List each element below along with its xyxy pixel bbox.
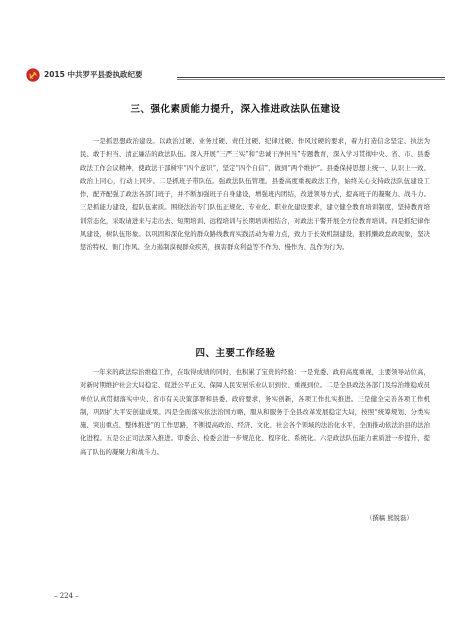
header-title: 2015 中共罗平县委执政纪要 [44,70,143,79]
section-body-team-building: 一是抓思想政治建设。以政治过硬、业务过硬、责任过硬、纪律过硬、作风过硬的要求，着力打造信念坚定、执法为民、敢于担当、清正廉洁的政法队伍。深入开展“三严三实”和“忠诚干净担当”专题教育，深入学习贯彻中央、省、市、县委政法工作会议精神，使政法干部树牢“四个意识”，坚定“四个自信”，做到“两个维护”。县委保持思想上统一、认识上一致、政治上同心，行动上同步。二是抓班子带队伍。强政法队伍管理。县委高度重视政法工作，始终关心支持政法队伍建设工作，配齐配强了政法各部门班子，并不断加强班子自身建设，增强班内团结，改进领导方式，提高班子的凝聚力、战斗力。三是抓能力建设，提队伍素质。围绕法治专门队伍正规化、专业化、职业化建设要求，建立健全教育培训制度，坚持教育培训常态化，采取请进来与走出去、短期培训、远程培训与长期培训相结合，对政法干警开展全方位教育培训。四是抓纪律作风建设，树队伍形象。以巩固和深化党的群众路线教育实践活动为着力点，致力于长效机制建设，狠抓懒政怠政现象，坚决惩治特权、衙门作风、全力遏制漠视群众疾苦，损害群众利益等不作为、慢作为、乱作为行为。 [80,137,430,252]
page-number: – 224 – [54,592,79,600]
author-credit: （撰稿 熊锐磊） [366,514,413,522]
running-header [26,68,446,86]
section-heading-team-building: 三、强化素质能力提升，深入推进政法队伍建设 [130,104,341,115]
header-rule-thin [177,79,445,80]
header-rule [177,77,445,78]
section-heading-work-experience: 四、主要工作经验 [195,348,276,359]
section-body-work-experience: 一年来的政法综治维稳工作，在取得成绩的同时，也积累了宝贵的经验：一是党委、政府高度重视，主要领导站位高，对新时期维护社会大局稳定、促进公平正义、保障人民安居乐业认识到位、重视到位。二是全县政法各部门及综治维稳成员单位认真贯彻落实中央、省市有关决策部署和县委、政府要求，务实创新，各项工作扎实推进。三是健全完善各项工作机制，巩固扩大平安创建成果。四是全面落实依法治国方略，服从和服务于全县改革发展稳定大局，按照“统筹规划、分类实施、突出重点、整体推进”的工作思路，不断提高政治、经济、文化、社会各个领域的法治化水平，全面推动依法治县的法治化进程。五是公正司法深入推进。审委会、检委会进一步规范化、程序化、系统化。六是政法队伍能力素质进一步提升，提高了队伍的凝聚力和战斗力。 [80,368,430,456]
party-emblem-icon [26,68,40,82]
